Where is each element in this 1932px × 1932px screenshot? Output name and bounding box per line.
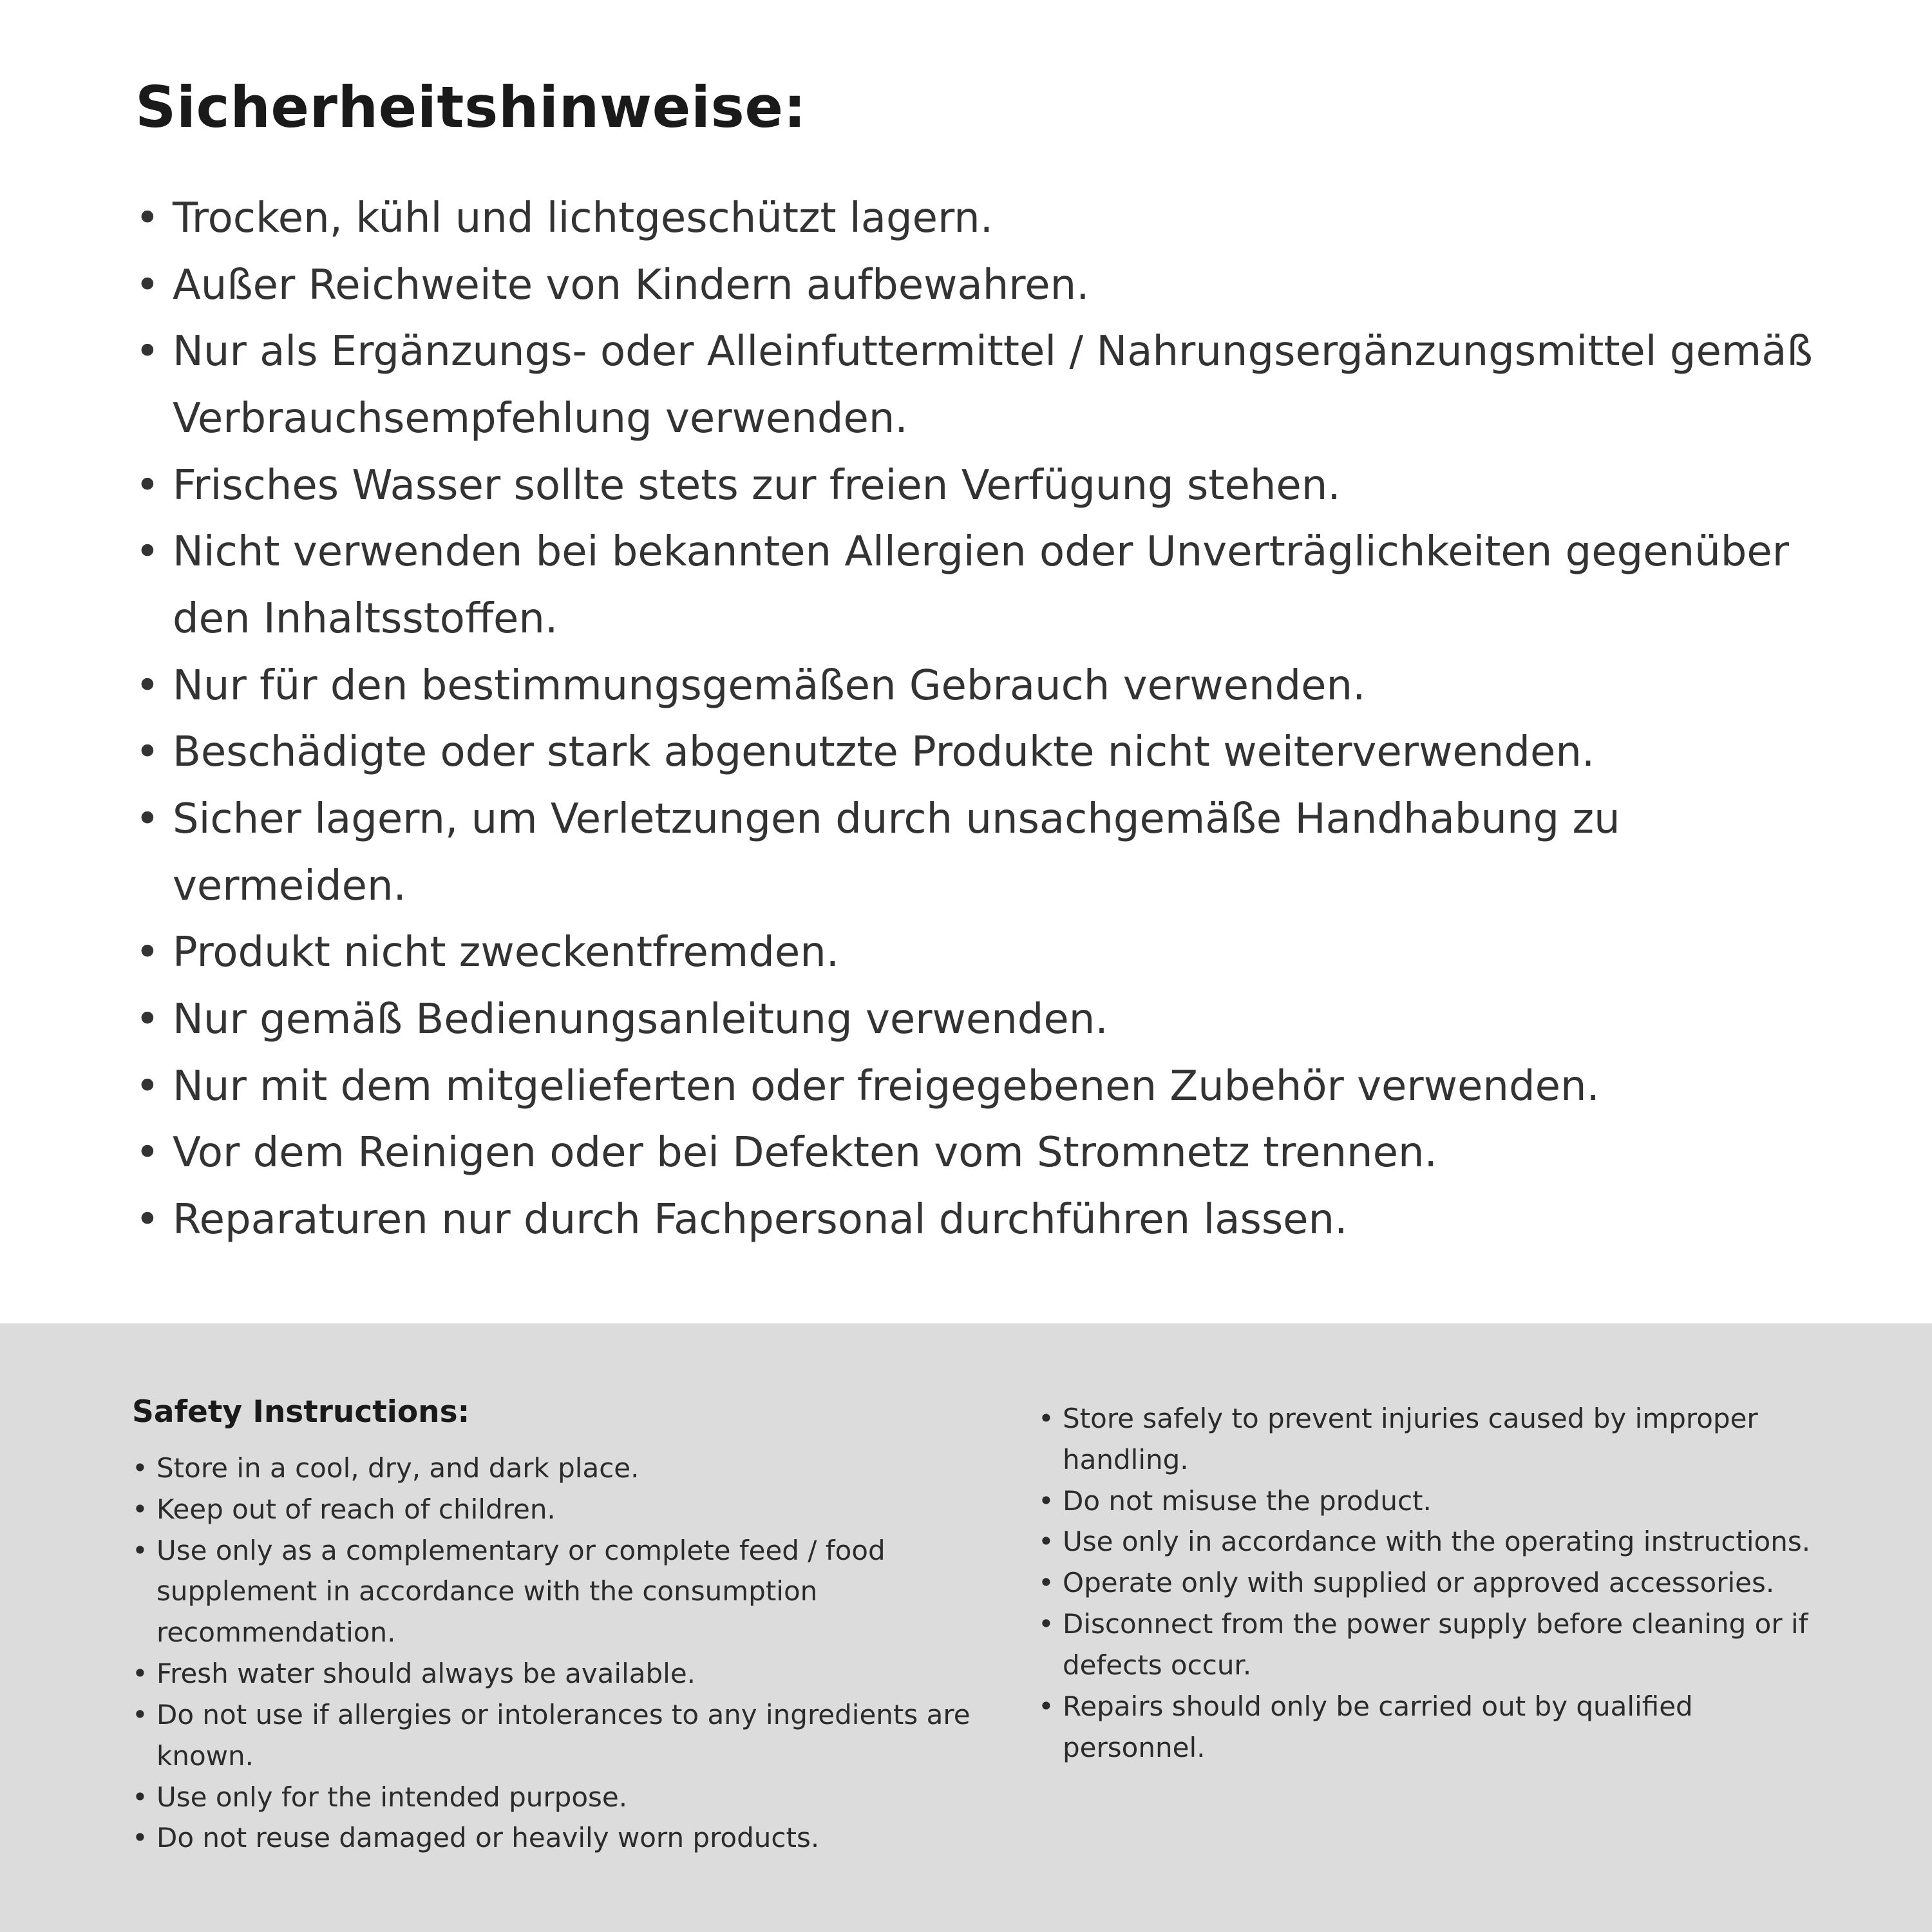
list-item-text: Fresh water should always be available.: [156, 1658, 696, 1690]
bullet-icon: •: [1038, 1567, 1054, 1599]
list-item: [135, 319, 1816, 452]
bullet-icon: •: [135, 795, 160, 844]
list-item-text: Use only for the intended purpose.: [156, 1781, 628, 1813]
list-item-text: Do not reuse damaged or heavily worn products.: [156, 1822, 820, 1854]
list-item: [135, 1054, 1816, 1121]
list-item: [135, 987, 1816, 1054]
list-item: [132, 1777, 999, 1818]
list-item: [135, 719, 1816, 786]
english-safety-list-left: [132, 1448, 999, 1859]
list-item: [135, 252, 1816, 319]
bullet-icon: •: [1038, 1526, 1054, 1558]
list-item: [1038, 1604, 1842, 1686]
list-item-text: Do not misuse the product.: [1063, 1484, 1432, 1517]
list-item-text: Trocken, kühl und lichtgeschützt lagern.: [173, 194, 994, 242]
list-item: [1038, 1521, 1842, 1562]
english-section-title: Safety Instructions:: [132, 1394, 470, 1430]
list-item-text: Do not use if allergies or intolerances to any ingredients are known.: [156, 1698, 971, 1772]
bullet-icon: •: [132, 1452, 148, 1484]
list-item: [132, 1448, 999, 1489]
list-item-text: Operate only with supplied or approved accessories.: [1063, 1567, 1775, 1599]
bullet-icon: •: [132, 1698, 148, 1730]
german-safety-list: [135, 185, 1816, 1254]
list-item: [135, 653, 1816, 720]
list-item: [135, 185, 1816, 252]
list-item-text: Sicher lagern, um Verletzungen durch unsachgemäße Handhabung zu vermeiden.: [173, 795, 1620, 910]
list-item-text: Use only in accordance with the operating instructions.: [1063, 1526, 1811, 1558]
list-item: [135, 786, 1816, 920]
bullet-icon: •: [135, 996, 160, 1044]
bullet-icon: •: [132, 1822, 148, 1854]
list-item: [135, 1120, 1816, 1187]
bullet-icon: •: [135, 1062, 160, 1110]
list-item-text: Nur für den bestimmungsgemäßen Gebrauch verwenden.: [173, 661, 1366, 710]
bullet-icon: •: [132, 1493, 148, 1525]
bullet-icon: •: [132, 1781, 148, 1813]
list-item-text: Keep out of reach of children.: [156, 1493, 556, 1525]
bullet-icon: •: [135, 528, 160, 576]
list-item-text: Store in a cool, dry, and dark place.: [156, 1452, 639, 1484]
bullet-icon: •: [1038, 1690, 1054, 1722]
bullet-icon: •: [135, 1196, 160, 1244]
bullet-icon: •: [135, 261, 160, 309]
list-item-text: Repairs should only be carried out by qualified personnel.: [1063, 1690, 1693, 1763]
bullet-icon: •: [132, 1534, 148, 1566]
list-item-text: Disconnect from the power supply before cleaning or if defects occur.: [1063, 1608, 1808, 1681]
list-item-text: Use only as a complementary or complete feed / food supplement in accordance with the consumption recommendation.: [156, 1534, 886, 1649]
list-item: [135, 920, 1816, 987]
list-item-text: Vor dem Reinigen oder bei Defekten vom Stromnetz trennen.: [173, 1129, 1437, 1177]
list-item: [1038, 1481, 1842, 1522]
bullet-icon: •: [135, 728, 160, 777]
bullet-icon: •: [135, 929, 160, 977]
bullet-icon: •: [135, 661, 160, 710]
bullet-icon: •: [135, 1129, 160, 1177]
list-item-text: Nur gemäß Bedienungsanleitung verwenden.: [173, 996, 1108, 1044]
english-left-column: [132, 1394, 1038, 1932]
english-right-column: [1038, 1394, 1842, 1932]
list-item: [132, 1694, 999, 1777]
list-item: [1038, 1562, 1842, 1604]
list-item: [1038, 1398, 1842, 1481]
list-item-text: Nicht verwenden bei bekannten Allergien oder Unverträglichkeiten gegenüber den Inhaltsstoffen.: [173, 528, 1790, 643]
list-item-text: Nur mit dem mitgelieferten oder freigegebenen Zubehör verwenden.: [173, 1062, 1600, 1110]
bullet-icon: •: [1038, 1484, 1054, 1517]
list-item-text: Store safely to prevent injuries caused by improper handling.: [1063, 1403, 1758, 1475]
list-item: [132, 1817, 999, 1859]
list-item-text: Außer Reichweite von Kindern aufbewahren.: [173, 261, 1090, 309]
english-safety-section: [0, 1323, 1932, 1932]
list-item-text: Nur als Ergänzungs- oder Alleinfuttermittel / Nahrungsergänzungsmittel gemäß Verbrauchsempfehlung verwenden.: [173, 328, 1813, 443]
list-item: [132, 1489, 999, 1530]
english-safety-list-right: [1038, 1398, 1842, 1768]
bullet-icon: •: [1038, 1403, 1054, 1434]
german-section-title: Sicherheitshinweise:: [135, 74, 807, 140]
bullet-icon: •: [135, 194, 160, 242]
list-item-text: Reparaturen nur durch Fachpersonal durchführen lassen.: [173, 1196, 1348, 1244]
list-item-text: Frisches Wasser sollte stets zur freien Verfügung stehen.: [173, 461, 1341, 509]
list-item-text: Beschädigte oder stark abgenutzte Produkte nicht weiterverwenden.: [173, 728, 1595, 777]
list-item: [132, 1530, 999, 1653]
bullet-icon: •: [135, 328, 160, 376]
list-item: [135, 453, 1816, 520]
list-item: [135, 1187, 1816, 1254]
list-item: [132, 1653, 999, 1694]
list-item: [135, 519, 1816, 652]
bullet-icon: •: [135, 461, 160, 509]
list-item: [1038, 1686, 1842, 1768]
list-item-text: Produkt nicht zweckentfremden.: [173, 929, 840, 977]
bullet-icon: •: [132, 1658, 148, 1690]
bullet-icon: •: [1038, 1608, 1054, 1640]
